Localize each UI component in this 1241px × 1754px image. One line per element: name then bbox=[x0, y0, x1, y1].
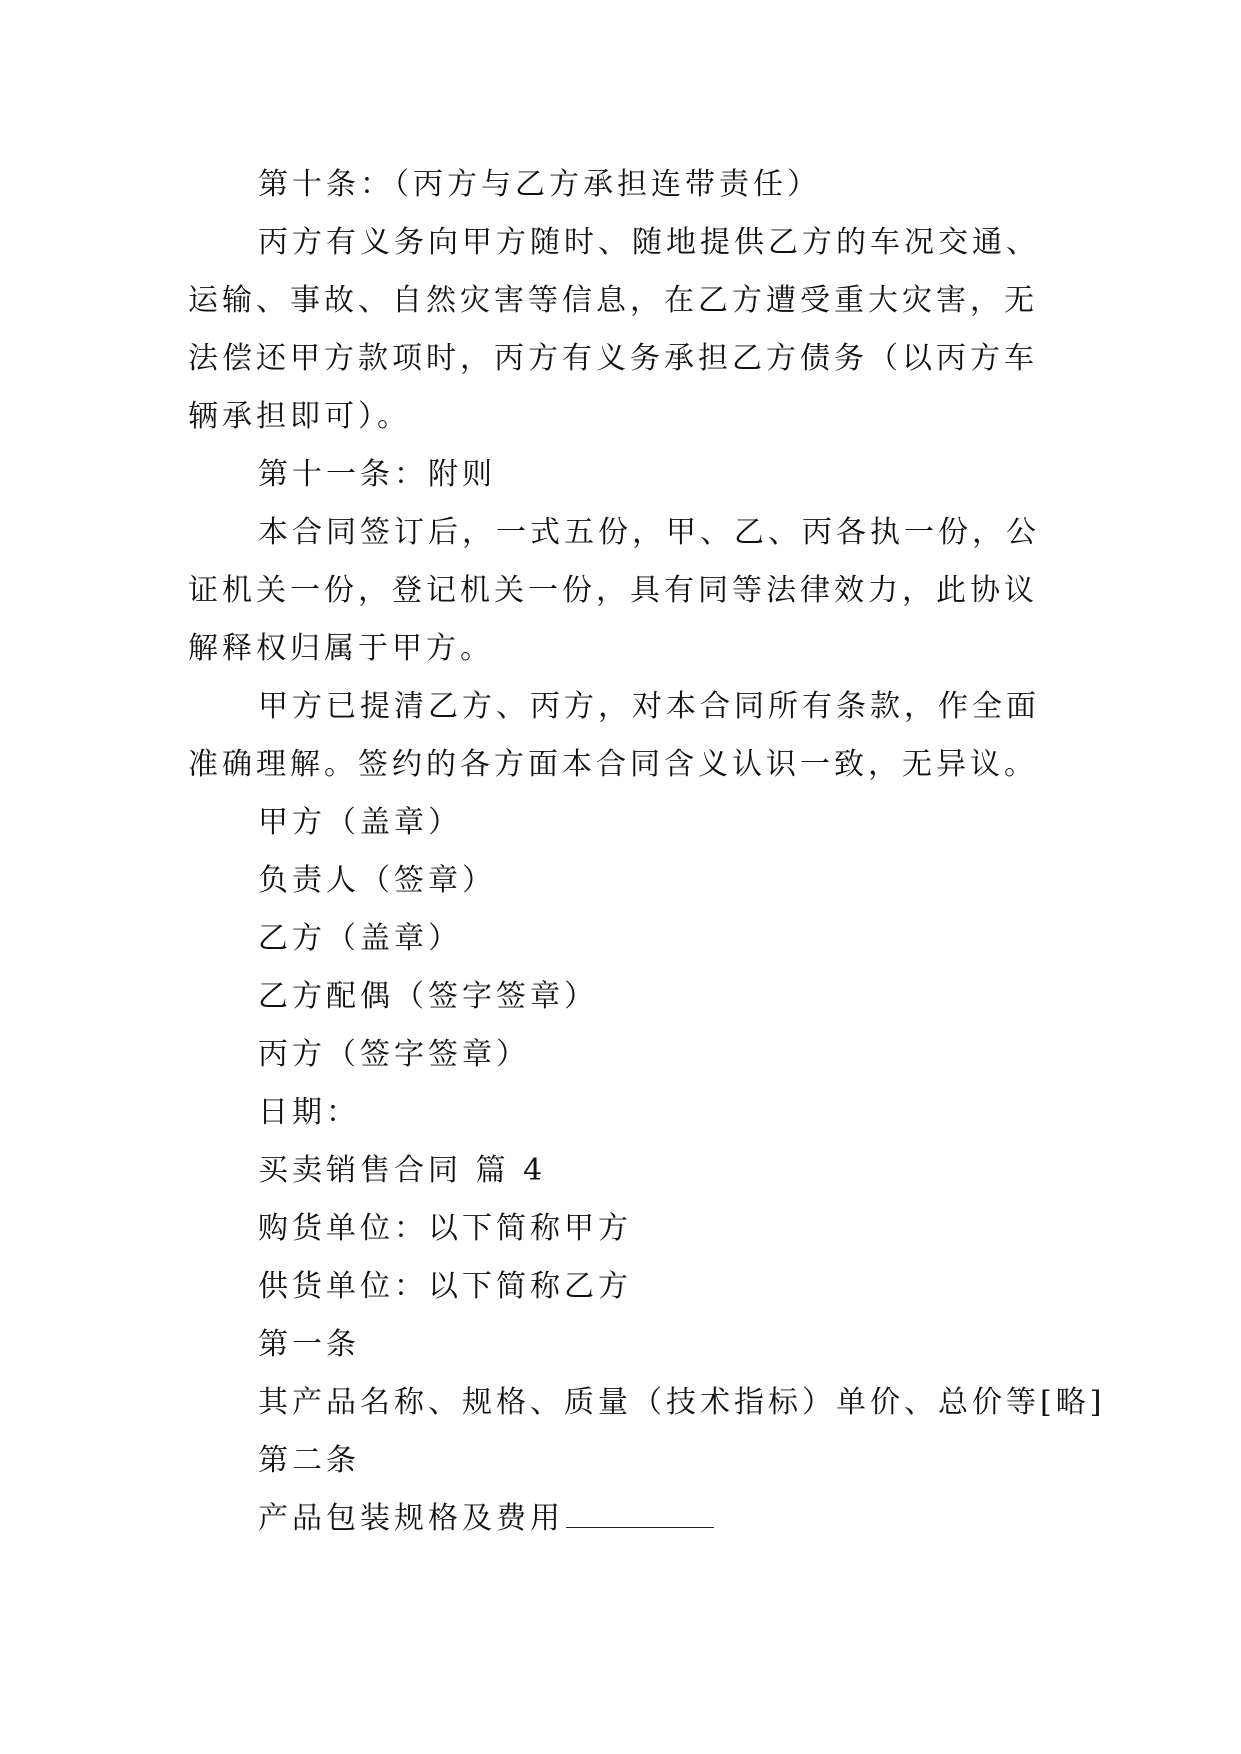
article-10-heading: 第十条：（丙方与乙方承担连带责任） bbox=[258, 167, 821, 202]
date-line: 日期： bbox=[258, 1095, 360, 1130]
fill-in-blank bbox=[566, 1499, 714, 1528]
document-body bbox=[188, 156, 1106, 1548]
article-1-heading: 第一条 bbox=[258, 1327, 360, 1362]
supplier-line: 供货单位：以下简称乙方 bbox=[258, 1269, 632, 1304]
article-11-heading: 第十一条：附则 bbox=[258, 457, 496, 492]
party-b-seal-line: 乙方（盖章） bbox=[258, 921, 462, 956]
article-11-body: 本合同签订后，一式五份，甲、乙、丙各执一份，公证机关一份，登记机关一份，具有同等法律效力，此协议解释权归属于甲方。 bbox=[188, 515, 1040, 666]
acknowledgement-paragraph: 甲方已提清乙方、丙方，对本合同所有条款，作全面准确理解。签约的各方面本合同含义认识一致，无异议。 bbox=[188, 689, 1040, 782]
buyer-line: 购货单位：以下简称甲方 bbox=[258, 1211, 632, 1246]
article-2-body bbox=[188, 1490, 1053, 1548]
article-2-heading: 第二条 bbox=[258, 1443, 360, 1478]
party-a-seal-line: 甲方（盖章） bbox=[258, 805, 462, 840]
article-10-body: 丙方有义务向甲方随时、随地提供乙方的车况交通、运输、事故、自然灾害等信息，在乙方遭受重大灾害，无法偿还甲方款项时，丙方有义务承担乙方债务（以丙方车辆承担即可）。 bbox=[188, 225, 1040, 434]
responsible-person-line: 负责人（签章） bbox=[258, 863, 496, 898]
party-b-spouse-line: 乙方配偶（签字签章） bbox=[258, 979, 598, 1014]
party-c-signature-line: 丙方（签字签章） bbox=[258, 1037, 530, 1072]
article-1-body: 其产品名称、规格、质量（技术指标）单价、总价等[略] bbox=[258, 1385, 1106, 1420]
contract-title: 买卖销售合同 篇 4 bbox=[258, 1153, 547, 1188]
packaging-label: 产品包装规格及费用 bbox=[258, 1501, 564, 1536]
